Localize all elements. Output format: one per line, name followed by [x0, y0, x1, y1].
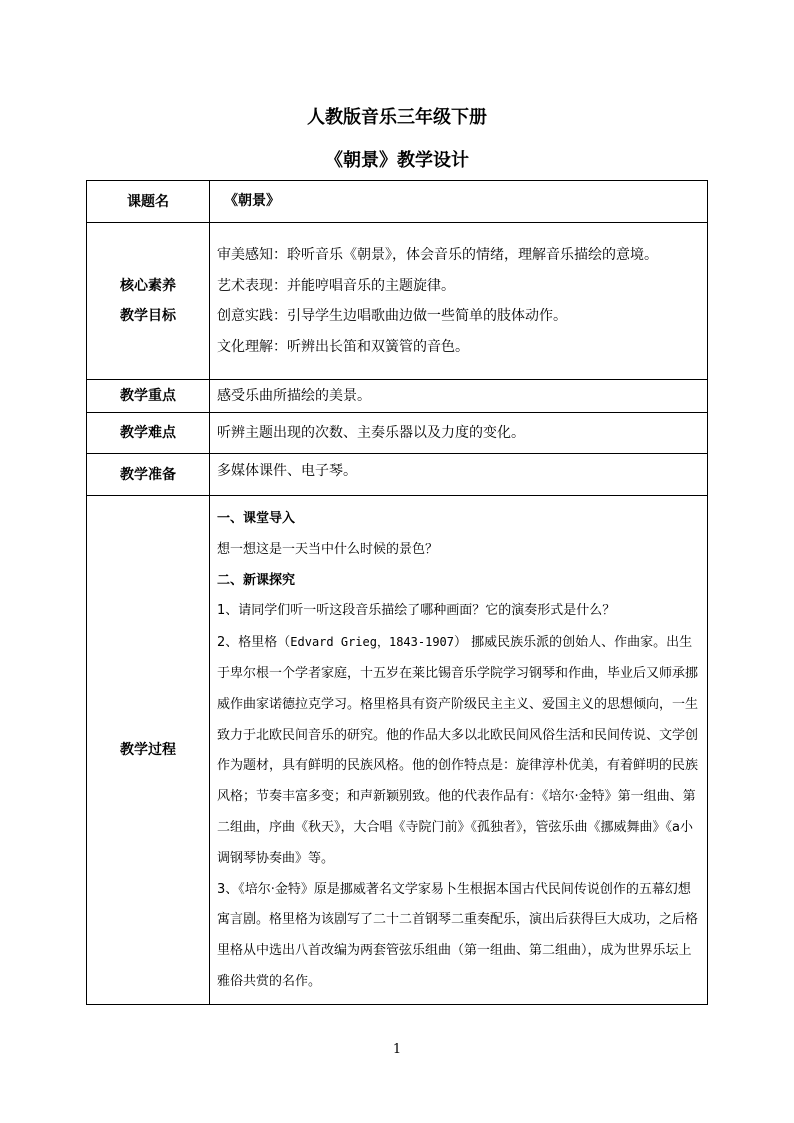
goal-creative: 创意实践：引导学生边唱歌曲边做一些简单的肢体动作。 [217, 308, 567, 324]
table-row-topic [87, 181, 708, 223]
key-value: 感受乐曲所描绘的美景。 [210, 380, 708, 413]
process-content [210, 496, 708, 1005]
goal-culture: 文化理解：听辨出长笛和双簧管的音色。 [217, 338, 469, 355]
explore-item-1: 1、请同学们听一听这段音乐描绘了哪种画面？它的演奏形式是什么？ [217, 603, 616, 619]
preparation-label: 教学准备 [87, 454, 210, 496]
goal-performance: 艺术表现：并能哼唱音乐的主题旋律。 [217, 277, 455, 294]
topic-value: 《朝景》 [210, 181, 708, 223]
goals-label [87, 223, 210, 380]
process-label: 教学过程 [87, 496, 210, 1005]
table-row-goals [87, 223, 708, 380]
page-number: 1 [392, 1042, 402, 1057]
explore-item-2 [217, 627, 701, 874]
table-row-preparation [87, 454, 708, 496]
table-row-key [87, 380, 708, 413]
goal-aesthetic: 审美感知：聆听音乐《朝景》，体会音乐的情绪，理解音乐描绘的意境。 [217, 247, 658, 263]
section-intro-heading: 一、课堂导入 [217, 511, 296, 526]
explore-item-3: 3、《培尔·金特》原是挪威著名文学家易卜生根据本国古代民间传说创作的五幕幻想寓言剧。格里格为该剧写了二十二首钢琴二重奏配乐，演出后获得巨大成功，之后格里格从中选出八首改编为两套管弦乐组曲（第一组曲、第二组曲），成为世界乐坛上雅俗共赏的名作。 [217, 881, 699, 989]
goals-content [210, 223, 708, 380]
preparation-value: 多媒体课件、电子琴。 [210, 454, 708, 496]
goals-label-line1: 核心素养 [120, 278, 176, 294]
composer-name: Edvard Grieg，1843-1907 [290, 635, 454, 650]
topic-label: 课题名 [87, 181, 210, 223]
key-label: 教学重点 [87, 380, 210, 413]
explore-item-2-prefix: 2、格里格（ [217, 635, 291, 651]
table-row-difficulty [87, 413, 708, 454]
document-title: 人教版音乐三年级下册 [307, 107, 487, 128]
lesson-plan-table [86, 180, 708, 1005]
explore-item-2-text: ） 挪威民族乐派的创始人、作曲家。出生于卑尔根一个学者家庭，十五岁在莱比锡音乐学院学习钢琴和作曲，毕业后又师承挪威作曲家诺德拉克学习。格里格具有资产阶级民主主义、爱国主义的思想倾向，一生致力于北欧民间音乐的研究。他的作品大多以北欧民间风俗生活和民间传说、文学创作为题材，具有鲜明的民族风格。他的创作特点是：旋律淳朴优美，有着鲜明的民族风格；节奏丰富多变；和声新颖别致。他的代表作品有：《培尔·金特》第一组曲、第二组曲，序曲《秋天》，大合唱《寺院门前》《孤独者》，管弦乐曲《挪威舞曲》《a小调钢琴协奏曲》等。 [217, 635, 699, 866]
goals-label-line2: 教学目标 [120, 308, 176, 324]
table-row-process [87, 496, 708, 1005]
section-explore-heading: 二、新课探究 [217, 572, 296, 588]
section-intro-text: 想一想这是一天当中什么时候的景色？ [217, 541, 439, 557]
difficulty-label: 教学难点 [87, 413, 210, 454]
document-subtitle: 《朝景》教学设计 [325, 150, 469, 171]
difficulty-value: 听辨主题出现的次数、主奏乐器以及力度的变化。 [210, 413, 708, 454]
